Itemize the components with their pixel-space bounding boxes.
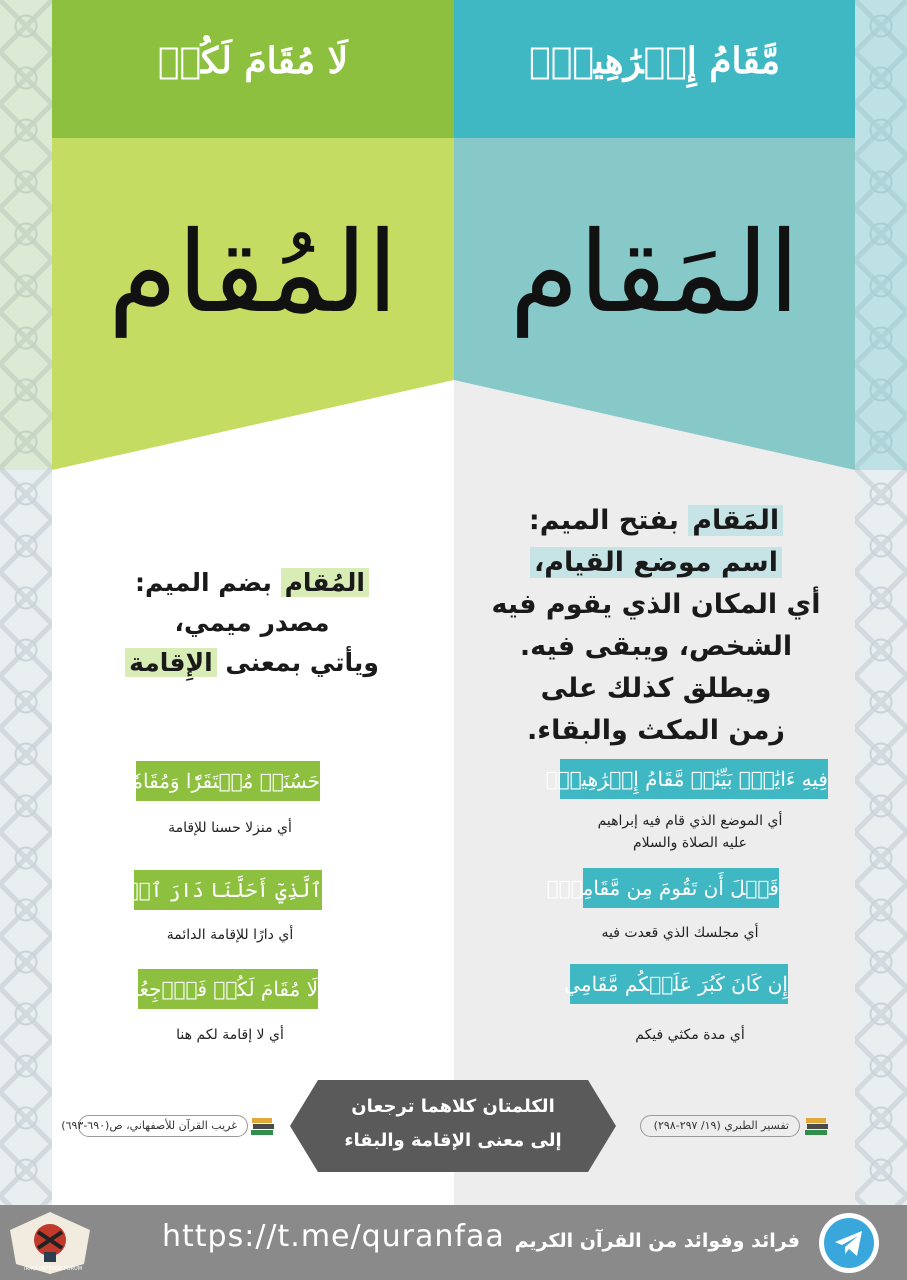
left-source: غريب القرآن للأصفهاني، ص(٦٩٠-٦٩٣) [78,1115,248,1137]
right-verse-1: فِيهِ ءَايَٰتُۢ بَيِّنَٰتٞ مَّقَامُ إِبۡرَٰهِيمَۖ [560,759,828,799]
left-def-line3-highlight: الإِقامة [125,648,217,677]
right-def-line2-text: اسم موضع القيام، [530,547,782,578]
left-definition [72,563,432,683]
right-header-title: مَّقَامُ إِبۡرَٰهِيمَۖ [528,40,780,82]
right-verse-3-note: أي مدة مكثي فيكم [635,1027,745,1043]
right-verse-2: قَبۡلَ أَن تَقُومَ مِن مَّقَامِكَۖ [583,868,779,908]
right-def-line1 [470,500,842,542]
left-def-term: المُقام [281,568,369,597]
center-line1: الكلمتان كلاهما ترجعان [351,1096,555,1117]
right-def-line3: أي المكان الذي يقوم فيه [491,589,821,620]
left-big-word: المُقام [107,208,399,338]
center-line2: إلى معنى الإقامة والبقاء [344,1130,562,1151]
right-big-word: المَقام [509,208,800,338]
footer-url[interactable]: https://t.me/quranfaa [162,1219,505,1254]
right-source: تفسير الطبري (١٩/ ٢٩٧-٢٩٨) [640,1115,800,1137]
left-header-title: لَا مُقَامَ لَكُمۡ [157,40,349,82]
right-def-term: المَقام [688,505,783,536]
center-text [318,1090,588,1158]
right-verse-1-note1: أي الموضع الذي قام فيه إبراهيم [597,813,783,829]
right-header [454,0,855,138]
right-def-line1-rest: بفتح الميم: [528,505,689,536]
left-def-line3 [72,643,432,683]
left-verse-3: لَا مُقَامَ لَكُمۡ فَٱرۡجِعُواْۚ [138,969,318,1009]
right-verse-2-note: أي مجلسك الذي قعدت فيه [601,925,759,941]
left-big-word-wrap [52,138,454,388]
right-big-word-wrap [454,138,855,388]
left-verse-2: ٱلَّذِيٓ أَحَلَّنَا دَارَ ٱلۡمُقَامَةِ [134,870,322,910]
left-verse-3-note: أي لا إقامة لكم هنا [176,1027,284,1043]
footer-channel-name: فرائد وفوائد من القرآن الكريم [514,1230,800,1252]
left-verse-1: حَسُنَتۡ مُسۡتَقَرّٗا وَمُقَامٗا [136,761,320,801]
left-verse-2-note: أي دارًا للإقامة الدائمة [166,927,294,943]
forum-logo-text: IRAQI DEFENSE FORUM [23,1266,83,1272]
right-def-line4: الشخص، ويبقى فيه. [519,631,793,662]
right-verse-1-note2: عليه الصلاة والسلام [632,835,748,851]
right-def-line5: ويطلق كذلك على [540,673,772,704]
left-header [52,0,454,138]
right-definition [470,500,842,752]
telegram-icon[interactable] [818,1212,880,1274]
right-border-tint [855,0,907,470]
book-stack-icon [804,1115,830,1137]
book-stack-icon [250,1115,276,1137]
left-def-line1-rest: بضم الميم: [135,568,281,597]
left-def-line2: مصدر ميمي، [174,608,330,637]
right-def-line6: زمن المكث والبقاء. [527,715,785,746]
left-verse-1-note: أي منزلا حسنا للإقامة [168,820,292,836]
right-verse-3: إِن كَانَ كَبُرَ عَلَيۡكُم مَّقَامِي [570,964,788,1004]
left-border-tint [0,0,52,470]
left-def-line3-start: ويأتي بمعنى [216,648,379,677]
right-def-line2 [470,542,842,584]
left-def-line1 [72,563,432,603]
